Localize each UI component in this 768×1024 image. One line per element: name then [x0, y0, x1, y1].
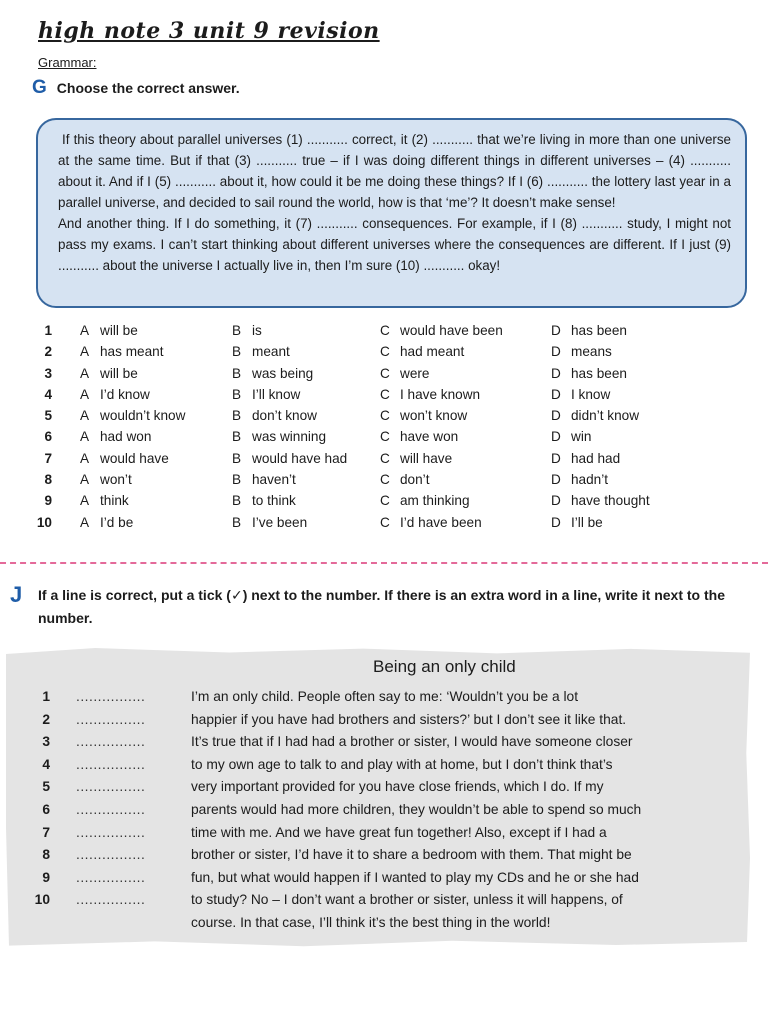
answer-row — [0, 472, 768, 493]
option-letter: D — [551, 429, 561, 445]
section-divider — [0, 562, 768, 564]
option-d[interactable] — [551, 408, 639, 423]
line-text: happier if you have had brothers and sisters?’ but I don’t see it like that. — [191, 711, 627, 727]
option-letter: A — [80, 408, 90, 424]
option-letter: A — [80, 514, 90, 530]
option-text: am thinking — [400, 493, 470, 509]
answer-blank[interactable]: ................ — [76, 824, 146, 840]
option-text: I’ll be — [571, 514, 603, 530]
line-text: brother or sister, I’d have it to share a bedroom with them. That might be — [191, 847, 632, 863]
option-letter: A — [80, 344, 90, 360]
instruction-text-start: If a line is correct, put a tick ( — [38, 587, 231, 603]
worksheet-title: high note 3 unit 9 revision — [38, 18, 380, 44]
option-c[interactable] — [380, 515, 482, 530]
option-d[interactable] — [551, 429, 591, 444]
section-j-instruction — [38, 584, 750, 629]
gap-fill-text-box — [36, 118, 747, 308]
option-letter: A — [80, 323, 90, 338]
option-letter: B — [232, 493, 242, 509]
story-line — [0, 892, 768, 915]
option-d[interactable] — [551, 344, 612, 359]
option-letter: D — [551, 386, 561, 402]
answer-row — [0, 429, 768, 450]
line-text: very important provided for you have close friends, which I do. If my — [191, 779, 604, 795]
option-text: to think — [252, 493, 296, 509]
section-letter-g: G — [32, 77, 47, 98]
option-text: I’ve been — [252, 514, 308, 530]
option-d[interactable] — [551, 493, 650, 508]
option-letter: D — [551, 514, 561, 530]
line-text: to study? No – I don’t want a brother or sister, unless it will happens, of — [191, 892, 623, 908]
tick-icon: ✓ — [230, 588, 243, 604]
story-line — [0, 712, 768, 735]
option-text: I’d know — [100, 386, 150, 402]
option-text: I’d have been — [400, 514, 482, 530]
option-letter: A — [80, 493, 90, 509]
question-number: 6 — [44, 429, 52, 445]
question-number: 1 — [44, 323, 52, 338]
answer-blank[interactable]: ................ — [76, 847, 146, 863]
option-text: has been — [571, 365, 627, 381]
option-letter: B — [232, 472, 242, 488]
section-j-header — [10, 584, 750, 629]
line-text: time with me. And we have great fun together! Also, except if I had a — [191, 824, 607, 840]
option-letter: B — [232, 323, 242, 338]
option-d[interactable] — [551, 323, 627, 338]
line-text: fun, but what would happen if I wanted to play my CDs and he or she had — [191, 869, 639, 885]
option-c[interactable] — [380, 408, 467, 423]
option-text: didn’t know — [571, 408, 640, 424]
answer-row — [0, 493, 768, 514]
option-text: won’t know — [400, 408, 468, 424]
line-number: 9 — [42, 869, 50, 885]
story-line — [0, 757, 768, 780]
option-letter: C — [380, 514, 390, 530]
option-a[interactable] — [80, 429, 151, 444]
story-line — [0, 915, 768, 938]
line-text: It’s true that if I had had a brother or sister, I would have someone closer — [191, 734, 633, 750]
option-letter: A — [80, 429, 90, 445]
answer-blank[interactable]: ................ — [76, 801, 146, 817]
answer-blank[interactable]: ................ — [76, 892, 146, 908]
option-text: was being — [252, 365, 314, 381]
option-text: had had — [571, 450, 621, 466]
option-d[interactable] — [551, 366, 627, 381]
option-c[interactable] — [380, 344, 464, 359]
line-text: course. In that case, I’ll think it’s the best thing in the world! — [191, 914, 551, 930]
answer-blank[interactable]: ................ — [76, 779, 146, 795]
option-d[interactable] — [551, 472, 608, 487]
option-text: would have had — [252, 450, 348, 466]
answer-row — [0, 515, 768, 536]
option-text: I have known — [400, 386, 481, 402]
option-text: don’t — [400, 472, 430, 488]
question-number: 5 — [44, 408, 52, 424]
story-line — [0, 779, 768, 802]
option-a[interactable] — [80, 408, 185, 423]
option-c[interactable] — [380, 366, 429, 381]
option-c[interactable] — [380, 451, 452, 466]
option-letter: A — [80, 450, 90, 466]
option-letter: B — [232, 429, 242, 445]
answer-row — [0, 451, 768, 472]
option-a[interactable] — [80, 387, 150, 402]
option-d[interactable] — [551, 515, 603, 530]
option-b[interactable] — [232, 408, 317, 423]
option-text: I’ll know — [252, 386, 301, 402]
option-b[interactable] — [232, 451, 347, 466]
option-a[interactable] — [80, 344, 163, 359]
gap-fill-paragraph: And another thing. If I do something, it (7) ........... consequences. For example, if I (8) ........... study, I might not pass my exams. I can’t start thinking about different universes where the consequences are different. If I just (9) ........... about the universe I actually live in, then I’m sure (10) ........... okay! — [58, 216, 731, 273]
option-text: has been — [571, 323, 627, 338]
option-b[interactable] — [232, 472, 296, 487]
story-line — [0, 870, 768, 893]
option-letter: B — [232, 450, 242, 466]
section-letter-j: J — [10, 582, 23, 607]
section-g-header — [32, 77, 240, 99]
option-b[interactable] — [232, 515, 307, 530]
story-title: Being an only child — [373, 657, 516, 676]
line-text: to my own age to talk to and play with at home, but I don’t think that’s — [191, 756, 613, 772]
option-text: haven’t — [252, 472, 296, 488]
option-text: have won — [400, 429, 459, 445]
error-correction-lines — [0, 689, 768, 938]
answer-blank[interactable]: ................ — [76, 711, 146, 727]
option-text: will be — [100, 323, 138, 338]
line-number: 10 — [34, 892, 50, 908]
option-letter: C — [380, 365, 390, 381]
option-text: win — [571, 429, 592, 445]
option-a[interactable] — [80, 515, 133, 530]
answer-blank[interactable]: ................ — [76, 689, 146, 704]
question-number: 4 — [44, 386, 52, 402]
instruction-text-end: ) next to the number. If there is an extra word in a line, write it next to the number. — [38, 587, 725, 626]
option-b[interactable] — [232, 366, 313, 381]
option-letter: D — [551, 408, 561, 424]
option-letter: B — [232, 514, 242, 530]
option-text: had won — [100, 429, 152, 445]
question-number: 7 — [44, 450, 52, 466]
question-number: 8 — [44, 472, 52, 488]
option-letter: C — [380, 472, 390, 488]
question-number: 3 — [44, 365, 52, 381]
option-c[interactable] — [380, 472, 429, 487]
option-d[interactable] — [551, 451, 620, 466]
answer-blank[interactable]: ................ — [76, 869, 146, 885]
option-text: meant — [252, 344, 290, 360]
line-text: parents would had more children, they wouldn’t be able to spend so much — [191, 801, 642, 817]
line-number: 7 — [42, 824, 50, 840]
question-number: 10 — [36, 514, 52, 530]
answer-row — [0, 387, 768, 408]
option-text: has meant — [100, 344, 164, 360]
option-text: have thought — [571, 493, 650, 509]
option-letter: D — [551, 323, 561, 338]
section-g-instruction: Choose the correct answer. — [56, 80, 240, 96]
option-letter: D — [551, 493, 561, 509]
option-c[interactable] — [380, 493, 470, 508]
option-c[interactable] — [380, 387, 480, 402]
option-a[interactable] — [80, 472, 132, 487]
option-b[interactable] — [232, 323, 262, 338]
option-b[interactable] — [232, 493, 296, 508]
line-number: 2 — [42, 711, 50, 727]
option-text: don’t know — [252, 408, 317, 424]
option-letter: B — [232, 365, 242, 381]
option-d[interactable] — [551, 387, 610, 402]
option-b[interactable] — [232, 429, 326, 444]
line-number: 8 — [42, 847, 50, 863]
story-line — [0, 847, 768, 870]
grammar-label: Grammar: — [38, 55, 97, 70]
option-text: I’d be — [100, 514, 134, 530]
option-text: will have — [400, 450, 453, 466]
option-text: had meant — [400, 344, 465, 360]
option-b[interactable] — [232, 387, 300, 402]
option-text: means — [571, 344, 612, 360]
option-letter: A — [80, 365, 90, 381]
option-letter: C — [380, 493, 390, 509]
option-letter: B — [232, 344, 242, 360]
option-letter: D — [551, 344, 561, 360]
option-letter: D — [551, 450, 561, 466]
question-number: 9 — [44, 493, 52, 509]
answer-row — [0, 344, 768, 365]
option-text: hadn’t — [571, 472, 609, 488]
option-letter: C — [380, 408, 390, 424]
line-number: 1 — [42, 689, 50, 704]
option-text: will be — [100, 365, 138, 381]
option-a[interactable] — [80, 451, 169, 466]
answer-row — [0, 366, 768, 387]
option-text: wouldn’t know — [100, 408, 186, 424]
option-text: would have — [100, 450, 169, 466]
option-a[interactable] — [80, 493, 129, 508]
option-a[interactable] — [80, 323, 138, 338]
answer-row — [0, 323, 768, 344]
line-number: 4 — [42, 756, 50, 772]
option-letter: A — [80, 472, 90, 488]
option-text: won’t — [100, 472, 132, 488]
option-a[interactable] — [80, 366, 138, 381]
question-number: 2 — [44, 344, 52, 360]
option-letter: C — [380, 386, 390, 402]
option-text: I know — [571, 386, 611, 402]
story-line — [0, 689, 768, 712]
answer-options-list — [0, 323, 768, 536]
option-letter: B — [232, 408, 242, 424]
option-c[interactable] — [380, 323, 503, 338]
option-text: was winning — [252, 429, 327, 445]
answer-blank[interactable]: ................ — [76, 734, 146, 750]
story-line — [0, 802, 768, 825]
line-number: 3 — [42, 734, 50, 750]
option-letter: D — [551, 365, 561, 381]
option-letter: B — [232, 386, 242, 402]
line-number: 5 — [42, 779, 50, 795]
option-letter: C — [380, 450, 390, 466]
option-b[interactable] — [232, 344, 290, 359]
option-letter: C — [380, 323, 390, 338]
gap-fill-paragraph: If this theory about parallel universes (1) ........... correct, it (2) ........... that we’re living in more than one universe at the same time. But if that (3) ........... true – if I was doing different things in different universes – (4) ........... about it. And if I (5) ........... about it, how could it be me doing these things? If I (6) ........... the lottery last year in a parallel universe, and decided to sail round the world, how is that ‘me’? It doesn’t make sense! — [58, 132, 731, 210]
story-line — [0, 734, 768, 757]
option-text: think — [100, 493, 129, 509]
option-text: were — [400, 365, 430, 381]
option-c[interactable] — [380, 429, 458, 444]
story-line — [0, 825, 768, 848]
option-letter: C — [380, 344, 390, 360]
answer-blank[interactable]: ................ — [76, 756, 146, 772]
option-text: would have been — [400, 323, 503, 338]
option-letter: D — [551, 472, 561, 488]
option-text: is — [252, 323, 262, 338]
line-text: I’m an only child. People often say to me: ‘Wouldn’t you be a lot — [191, 689, 579, 704]
option-letter: C — [380, 429, 390, 445]
answer-row — [0, 408, 768, 429]
option-letter: A — [80, 386, 90, 402]
line-number: 6 — [42, 801, 50, 817]
